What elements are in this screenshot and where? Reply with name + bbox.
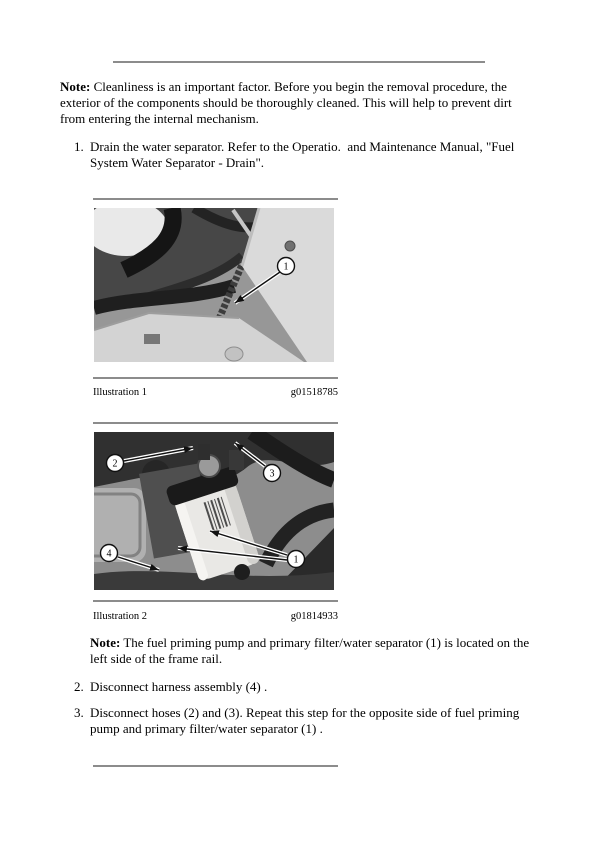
fitting-shape (198, 444, 210, 460)
illustration-2-photo (94, 432, 334, 590)
note-filter-location (90, 635, 542, 667)
callout-2-number: 2 (112, 458, 118, 470)
knob-shape (234, 564, 250, 580)
knob-shape (225, 347, 243, 361)
step-3-text: Disconnect hoses (2) and (3). Repeat this step for the opposite side of fuel priming pump and primary filter/water separator (1) . (90, 705, 520, 736)
callout-3-number: 3 (269, 468, 275, 480)
callout-1-number: 1 (293, 554, 299, 566)
note-body: Cleanliness is an important factor. Before you begin the removal procedure, the exterior of the components should be thoroughly cleaned. This will help to prevent dirt from entering the internal mechanism. (60, 79, 512, 126)
step-1 (74, 139, 542, 171)
illustration-2-bottom-rule (93, 600, 338, 602)
bolt-shape (285, 241, 295, 251)
illustration-2-caption (93, 611, 338, 623)
illustration-2-label: Illustration 2 (93, 611, 147, 622)
top-divider (113, 61, 485, 63)
illustration-2-top-rule (93, 422, 338, 424)
bracket-shape (144, 334, 160, 344)
note-label: Note: (90, 635, 121, 650)
illustration-1-top-rule (93, 198, 338, 200)
illustration-1-code: g01518785 (290, 387, 338, 398)
step-2-text: Disconnect harness assembly (4) . (90, 679, 268, 694)
note-label: Note: (60, 79, 91, 94)
fitting-shape (229, 450, 244, 470)
step-1-number: 1. (74, 139, 84, 154)
note-body: The fuel priming pump and primary filter/water separator (1) is located on the left side of the frame rail. (90, 635, 530, 666)
bottom-divider (93, 765, 338, 767)
step-3-number: 3. (74, 705, 84, 720)
callout-4-number: 4 (106, 548, 112, 560)
illustration-1 (93, 198, 338, 404)
illustration-1-bottom-rule (93, 377, 338, 379)
step-1-text: Drain the water separator. Refer to the Operatio. and Maintenance Manual, "Fuel System Water Separator - Drain". (90, 139, 515, 170)
callout-1-number: 1 (283, 261, 289, 273)
note-cleanliness (60, 79, 538, 127)
step-2-number: 2. (74, 679, 84, 694)
illustration-1-label: Illustration 1 (93, 387, 147, 398)
illustration-1-caption (93, 387, 338, 399)
step-3 (74, 705, 542, 737)
step-2 (74, 679, 542, 695)
illustration-2-code: g01814933 (290, 611, 338, 622)
illustration-2 (93, 422, 338, 628)
illustration-1-photo (94, 208, 334, 362)
